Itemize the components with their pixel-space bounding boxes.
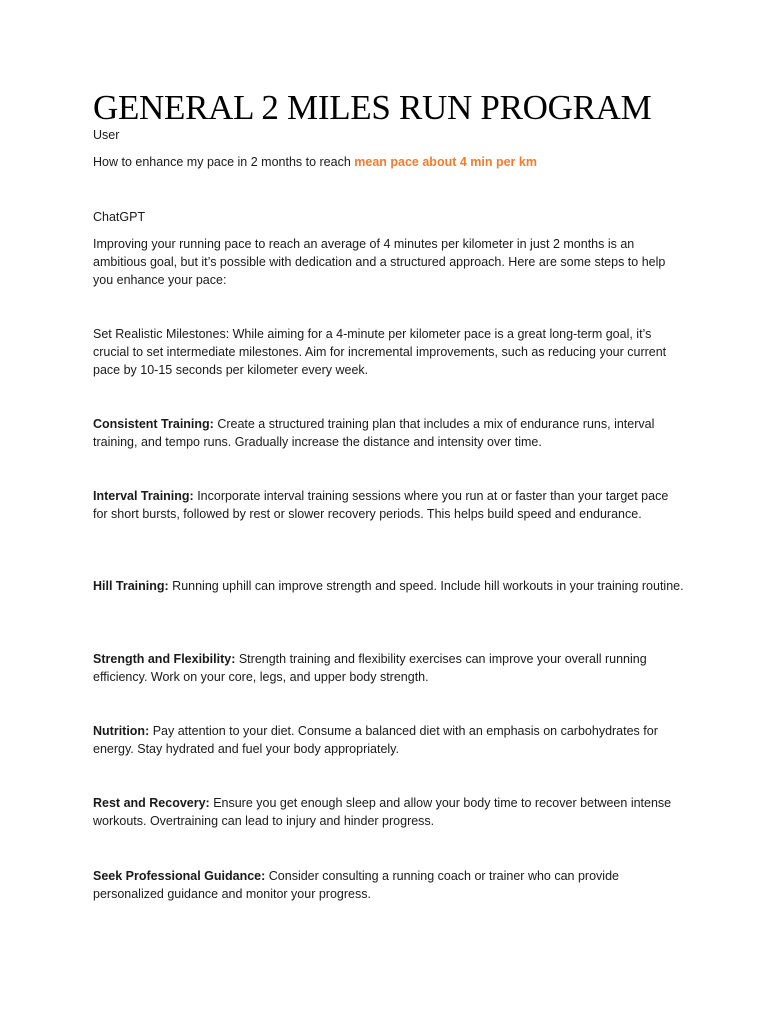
intro-paragraph: Improving your running pace to reach an average of 4 minutes per kilometer in just 2 months is an ambitious goal, but it’s possible with dedication and a structured approach. Here are some steps to help you enhance your pace: xyxy=(93,237,666,287)
tip-lead: Consistent Training: xyxy=(93,417,214,431)
tip-text: Strength training and flexibility exercises can improve your overall running efficiency. Work on your core, legs, and upper body strength. xyxy=(93,652,647,684)
tip-lead: Nutrition: xyxy=(93,724,150,738)
tip-paragraph-strength-flexibility xyxy=(93,650,685,686)
tip-paragraph-hill-training xyxy=(93,577,685,595)
tip-lead: Strength and Flexibility: xyxy=(93,652,236,666)
tip-paragraph-interval-training xyxy=(93,487,685,523)
tip-text: Create a structured training plan that includes a mix of endurance runs, interval training, and tempo runs. Gradually increase the distance and intensity over time. xyxy=(93,417,655,449)
question-text: How to enhance my pace in 2 months to reach xyxy=(93,155,355,169)
assistant-label: ChatGPT xyxy=(93,210,146,224)
tip-text: Consider consulting a running coach or trainer who can provide personalized guidance and monitor your progress. xyxy=(93,869,619,901)
tip-lead: Hill Training: xyxy=(93,579,169,593)
tip-paragraph-rest-recovery xyxy=(93,794,685,830)
tip-text: Running uphill can improve strength and speed. Include hill workouts in your training routine. xyxy=(168,579,684,593)
document-page xyxy=(93,88,685,901)
user-question xyxy=(93,153,685,171)
tip-lead: Interval Training: xyxy=(93,489,194,503)
tip-text: Pay attention to your diet. Consume a balanced diet with an emphasis on carbohydrates for energy. Stay hydrated and fuel your body appropriately. xyxy=(93,724,658,756)
tip-lead: Rest and Recovery: xyxy=(93,796,210,810)
milestones-paragraph: Set Realistic Milestones: While aiming for a 4-minute per kilometer pace is a great long-term goal, it’s crucial to set intermediate milestones. Aim for incremental improvements, such as reducing your current pace by 10-15 seconds per kilometer every week. xyxy=(93,327,667,377)
tip-paragraph-professional-guidance xyxy=(93,867,685,903)
tip-text: Incorporate interval training sessions where you run at or faster than your target pace for short bursts, followed by rest or slower recovery periods. This helps build speed and endurance. xyxy=(93,489,669,521)
tip-lead: Seek Professional Guidance: xyxy=(93,869,266,883)
question-highlight: mean pace about 4 min per km xyxy=(354,155,537,169)
user-label: User xyxy=(93,128,120,142)
tip-text: Ensure you get enough sleep and allow your body time to recover between intense workouts. Overtraining can lead to injury and hinder progress. xyxy=(93,796,672,828)
document-title: GENERAL 2 MILES RUN PROGRAM xyxy=(93,88,652,127)
tip-paragraph-nutrition xyxy=(93,722,685,758)
tip-paragraph-consistent-training xyxy=(93,415,685,451)
